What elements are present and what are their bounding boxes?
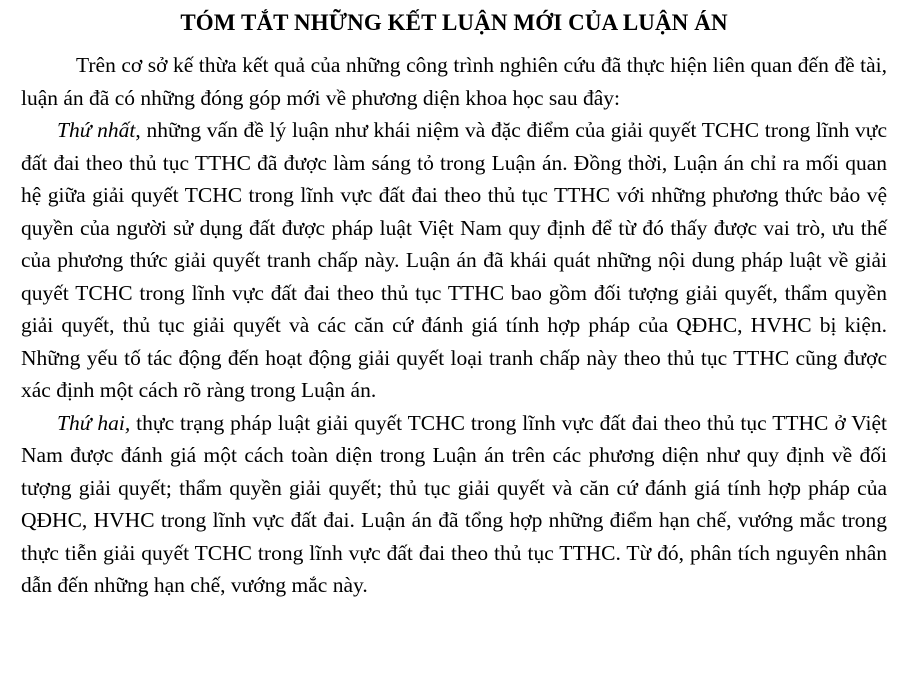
document-title: TÓM TẮT NHỮNG KẾT LUẬN MỚI CỦA LUẬN ÁN <box>180 10 728 35</box>
document-page <box>21 0 887 602</box>
paragraph-lead: Thứ nhất <box>57 118 136 142</box>
paragraph-text: , những vấn đề lý luận như khái niệm và đặc điểm của giải quyết TCHC trong lĩnh vực đất đai theo thủ tục TTHC đã được làm sáng tỏ trong Luận án. Đồng thời, Luận án chỉ ra mối quan hệ giữa giải quyết TCHC trong lĩnh vực đất đai theo thủ tục TTHC với những phương thức bảo vệ quyền của người sử dụng đất được pháp luật Việt Nam quy định để từ đó thấy được vai trò, ưu thế của phương thức giải quyết tranh chấp này. Luận án đã khái quát những nội dung pháp luật về giải quyết TCHC trong lĩnh vực đất đai theo thủ tục TTHC bao gồm đối tượng giải quyết, thẩm quyền giải quyết, thủ tục giải quyết và các căn cứ đánh giá tính hợp pháp của QĐHC, HVHC bị kiện. Những yếu tố tác động đến hoạt động giải quyết loại tranh chấp này theo thủ tục TTHC cũng được xác định một cách rõ ràng trong Luận án. <box>21 118 887 402</box>
paragraph-text: thực trạng pháp luật giải quyết TCHC trong lĩnh vực đất đai theo thủ tục TTHC ở Việt Nam được đánh giá một cách toàn diện trong Luận án trên các phương diện như quy định về đối tượng giải quyết; thẩm quyền giải quyết; thủ tục giải quyết và căn cứ đánh giá tính hợp pháp của QĐHC, HVHC trong lĩnh vực đất đai. Luận án đã tổng hợp những điểm hạn chế, vướng mắc trong thực tiễn giải quyết TCHC trong lĩnh vực đất đai theo thủ tục TTHC. Từ đó, phân tích nguyên nhân dẫn đến những hạn chế, vướng mắc này. <box>21 410 887 597</box>
paragraph-second <box>21 407 887 602</box>
intro-paragraph: Trên cơ sở kế thừa kết quả của những công trình nghiên cứu đã thực hiện liên quan đến đề tài, luận án đã có những đóng góp mới về phương diện khoa học sau đây: <box>21 53 887 110</box>
paragraph-lead: Thứ hai, <box>57 410 131 435</box>
paragraph-first <box>21 114 887 407</box>
